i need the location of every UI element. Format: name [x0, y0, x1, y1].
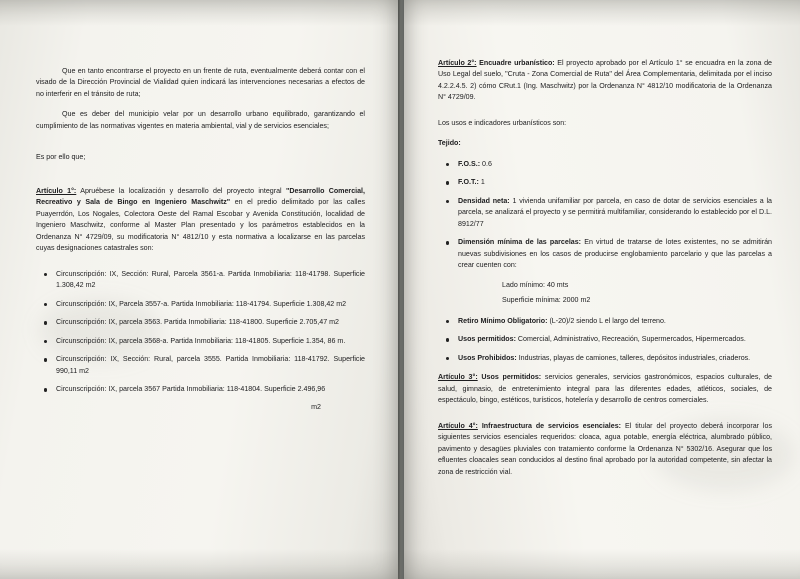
list-item	[458, 177, 772, 188]
list-item: Circunscripción: IX, Sección: Rural, Parcela 3561-a. Partida Inmobiliaria: 118-41798. Superficie 1.308,42 m2	[56, 269, 365, 292]
dimension-subline: Superficie mínima: 2000 m2	[502, 296, 591, 305]
item-label: Dimensión mínima de las parcelas:	[458, 238, 582, 247]
article-1-heading: Artículo 1°:	[36, 186, 77, 195]
list-item	[458, 237, 772, 271]
item-label: F.O.S.:	[458, 159, 481, 168]
tejido-list-continued	[438, 316, 772, 364]
article-4-heading: Artículo 4°:	[438, 421, 478, 430]
item-label: Usos Prohibidos:	[458, 353, 517, 362]
list-item: Circunscripción: IX, parcela 3567 Partida Inmobiliaria: 118-41804. Superficie 2.496,96	[56, 384, 365, 395]
list-item	[458, 334, 772, 345]
article-2-heading: Artículo 2°:	[438, 59, 477, 67]
paragraph: Que en tanto encontrarse el proyecto en un frente de ruta, eventualmente deberá contar con el visado de la Dirección Provincial de Vialidad quien indicará las intervenciones necesarias a efectos de no interferir en el tránsito de ruta;	[36, 67, 365, 98]
item-value: Industrias, playas de camiones, talleres, depósitos industriales, criaderos.	[516, 353, 751, 362]
paragraph: Es por ello que;	[36, 153, 86, 162]
article-2-subtitle: Encuadre urbanístico:	[476, 59, 555, 67]
item-value: 1	[478, 178, 485, 187]
paragraph: Que es deber del municipio velar por un desarrollo urbano equilibrado, garantizando el cumplimiento de las normativas vigentes en materia ambiental, vial y de servicios esenciales;	[36, 110, 365, 130]
parcel-list-trailing-fragment: m2	[311, 402, 321, 411]
article-3-subtitle: Usos permitidos:	[477, 373, 542, 382]
right-page-text	[404, 0, 800, 507]
parcel-list	[36, 269, 365, 396]
item-value: (L-20)/2 siendo L el largo del terreno.	[547, 316, 666, 325]
list-item: Circunscripción: IX, parcela 3568-a. Partida Inmobiliaria: 118-41805. Superficie 1.354, 86 m.	[56, 336, 365, 347]
article-1-project-name: "Desarrollo Comercial, Recreativo y Sala de Bingo en Ingeniero Maschwitz"	[36, 186, 365, 207]
article-3-heading: Artículo 3°:	[438, 373, 478, 382]
list-item	[458, 196, 772, 230]
item-label: Usos permitidos:	[458, 335, 516, 344]
list-item: Circunscripción: IX, parcela 3563. Partida Inmobiliaria: 118-41800. Superficie 2.705,47 m2	[56, 317, 365, 328]
item-label: Densidad neta:	[458, 196, 510, 205]
item-value: Comercial, Administrativo, Recreación, Supermercados, Hipermercados.	[515, 335, 746, 344]
article-3	[438, 372, 772, 406]
article-4	[438, 421, 772, 478]
article-2	[438, 58, 772, 104]
tejido-label: Tejido:	[438, 139, 461, 148]
article-2-text: El proyecto aprobado por el Artículo 1° se encuadra en la zona de Uso Legal del suelo, "Cruta - Zona Comercial de Ruta" del Área Complementaria, delimitada por el inciso 4.2.2.4.5. 2) cómo CRut.1 (Ing. Maschwitz) por la Ordenanza N° 4812/10 modificatoria de la Ordenanza N° 4729/09.	[438, 59, 772, 102]
article-1	[36, 186, 365, 255]
left-page-text	[0, 0, 401, 433]
list-item	[458, 316, 772, 327]
list-item	[458, 159, 772, 170]
item-value: 0.6	[480, 159, 492, 168]
item-value: 1 vivienda unifamiliar por parcela, en caso de dotar de servicios esenciales a la parcela, se analizará el proyecto y se permitirá multifamiliar, considerando lo establecido por el D.L. 8912/77	[458, 196, 772, 228]
list-item: Circunscripción: IX, Sección: Rural, parcela 3555. Partida Inmobiliaria: 118-41792. Superficie 990,11 m2	[56, 354, 365, 377]
indicators-intro: Los usos e indicadores urbanísticos son:	[438, 118, 567, 127]
article-4-text: El titular del proyecto deberá incorporar los siguientes servicios esenciales requeridos: cloaca, agua potable, energía eléctrica, alumbrado público, pavimento y desagües pluviales con tratamiento conforme la Ordenanza N° 5302/16. Asegurar que los efluentes cloacales sean conducidos al destino final aprobado por la autoridad competente, sin afectar la zona de restricción vial.	[438, 421, 773, 476]
dimension-subline: Lado mínimo: 40 mts	[502, 280, 569, 289]
article-1-lead: Apruébese la localización y desarrollo del proyecto integral	[76, 186, 286, 195]
article-4-subtitle: Infraestructura de servicios esenciales:	[477, 421, 622, 430]
document-page-right	[404, 0, 800, 579]
article-1-rest: en el predio delimitado por las calles Puayerrdón, Los Nogales, Colectora Oeste del Ramal Escobar y Avenida Constitución, localidad de Ingeniero Maschwitz, conforme al Master Plan presentado y los parámetros establecidos en la Ordenanza N° 4729/09, su modificatoria N° 4812/10 y esta normativa a localizarse en las parcelas cuyas designaciones catastrales son:	[36, 198, 365, 253]
tejido-list	[438, 159, 772, 272]
item-label: F.O.T.:	[458, 178, 479, 187]
list-item	[458, 353, 772, 364]
article-3-text: servicios generales, servicios gastronómicos, espacios culturales, de salud, gimnasio, de entretenimiento integral para las diferentes edades, atléticos, sociales, de espectáculo, bingo, estéticos, turísticos, hotelería y desarrollo de centros comerciales.	[438, 373, 772, 405]
item-value: En virtud de tratarse de lotes existentes, no se admitirán nuevas subdivisiones en los casos de producirse englobamiento parcelario y que las parcelas a crear cuenten con:	[458, 238, 772, 270]
list-item: Circunscripción: IX, Parcela 3557-a. Partida Inmobiliaria: 118-41794. Superficie 1.308,42 m2	[56, 299, 365, 310]
item-label: Retiro Mínimo Obligatorio:	[458, 316, 548, 325]
